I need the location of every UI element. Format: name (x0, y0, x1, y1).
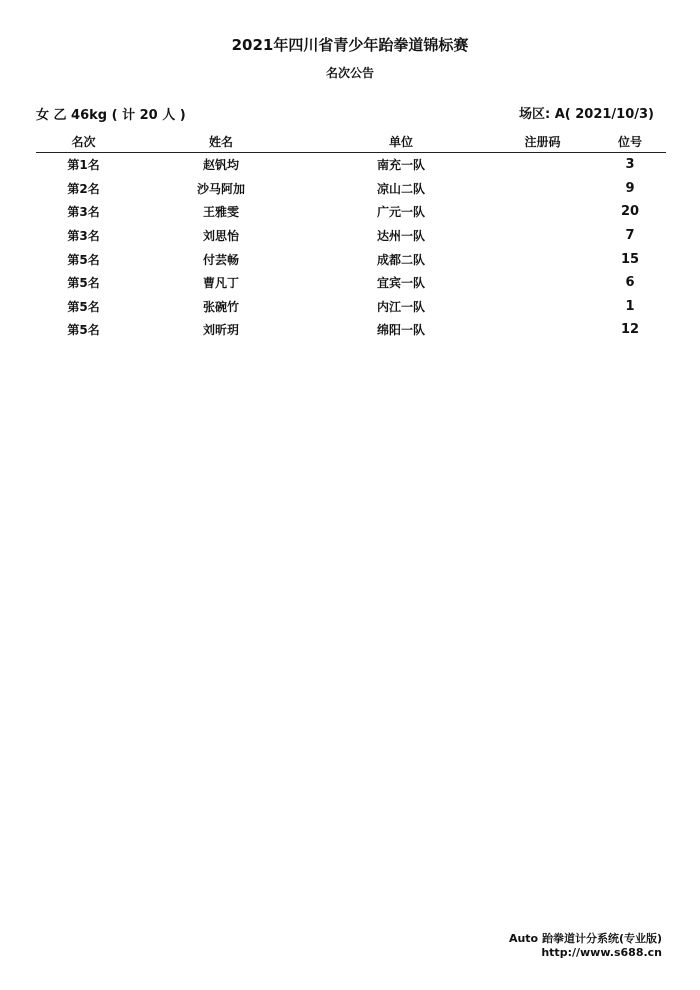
weight-category: 女 乙 46kg ( 计 20 人 ) (36, 108, 186, 123)
name-cell: 刘思怡 (202, 229, 239, 244)
registration-cell (491, 247, 594, 271)
rank-cell: 第1名 (67, 158, 100, 173)
header-unit: 单位 (311, 131, 491, 153)
venue-date: 场区: A( 2021/10/3) (518, 107, 654, 122)
table-header-row (36, 131, 666, 153)
position-cell: 12 (620, 322, 640, 338)
unit-cell: 达州一队 (376, 229, 425, 244)
position-cell: 9 (625, 180, 635, 196)
registration-cell (491, 153, 594, 177)
rank-cell: 第5名 (67, 252, 100, 267)
header-rank: 名次 (36, 131, 131, 153)
name-cell: 王雅雯 (202, 205, 239, 220)
header-name: 姓名 (131, 131, 311, 153)
header-position: 位号 (594, 131, 666, 153)
unit-cell: 宜宾一队 (376, 276, 425, 291)
registration-cell (491, 177, 594, 201)
registration-cell (491, 271, 594, 295)
registration-cell (491, 295, 594, 319)
table-row (36, 247, 666, 271)
name-cell: 张碗竹 (202, 299, 239, 314)
name-cell: 曹凡丁 (202, 276, 239, 291)
website-url: http://www.s688.cn (541, 946, 662, 959)
name-cell: 付芸畅 (202, 252, 239, 267)
registration-cell (491, 200, 594, 224)
name-cell: 刘昕玥 (202, 323, 239, 338)
rank-cell: 第5名 (67, 276, 100, 291)
unit-cell: 凉山二队 (376, 181, 425, 196)
name-cell: 赵钒均 (202, 158, 239, 173)
software-credit: Auto 跆拳道计分系统(专业版) (508, 932, 662, 945)
table-row (36, 200, 666, 224)
document-title: 2021年四川省青少年跆拳道锦标赛 (231, 36, 469, 54)
rank-cell: 第3名 (67, 229, 100, 244)
unit-cell: 绵阳一队 (376, 323, 425, 338)
unit-cell: 成都二队 (376, 252, 425, 267)
table-row (36, 271, 666, 295)
rank-cell: 第3名 (67, 205, 100, 220)
unit-cell: 南充一队 (376, 158, 425, 173)
header-registration: 注册码 (491, 131, 594, 153)
position-cell: 3 (625, 157, 635, 173)
table-row (36, 153, 666, 177)
results-table (36, 131, 666, 342)
name-cell: 沙马阿加 (196, 181, 245, 196)
rank-cell: 第5名 (67, 323, 100, 338)
position-cell: 1 (625, 298, 635, 314)
position-cell: 6 (625, 275, 635, 291)
table-row (36, 295, 666, 319)
rank-cell: 第5名 (67, 299, 100, 314)
document-subtitle: 名次公告 (325, 66, 374, 80)
table-row (36, 318, 666, 342)
position-cell: 7 (625, 228, 635, 244)
registration-cell (491, 318, 594, 342)
rank-cell: 第2名 (67, 181, 100, 196)
registration-cell (491, 224, 594, 248)
table-row (36, 177, 666, 201)
position-cell: 15 (620, 251, 640, 267)
table-row (36, 224, 666, 248)
unit-cell: 广元一队 (376, 205, 425, 220)
unit-cell: 内江一队 (376, 299, 425, 314)
position-cell: 20 (620, 204, 640, 220)
